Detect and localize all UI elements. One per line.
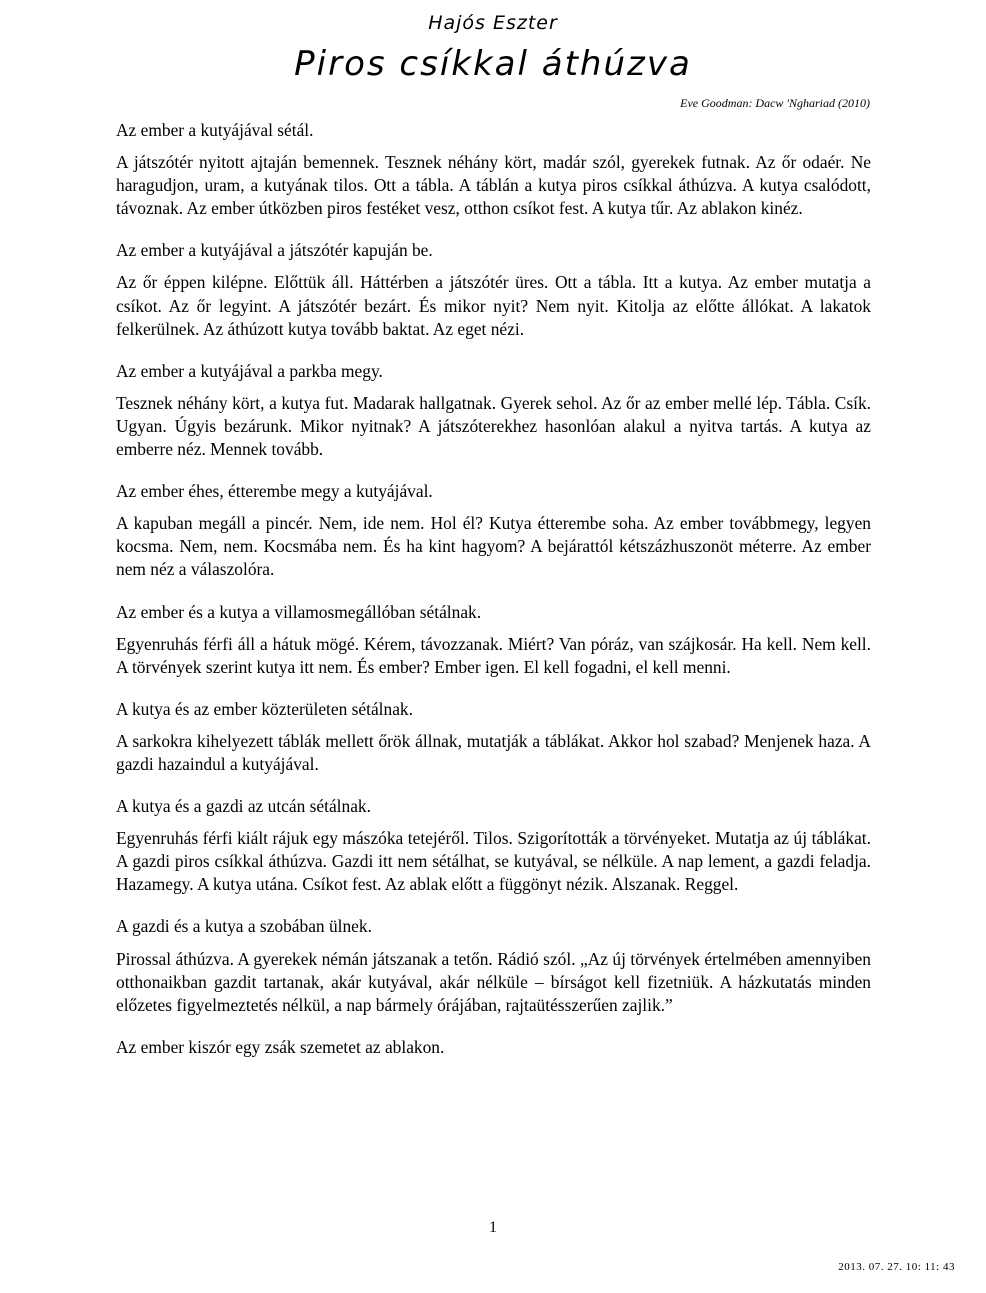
document-body [116, 119, 871, 1068]
section-heading: Az ember a kutyájával sétál. [116, 120, 314, 140]
section-heading: Az ember a kutyájával a parkba megy. [116, 360, 383, 381]
section-heading: A kutya és az ember közterületen sétálnak. [116, 698, 413, 719]
closing-line: Az ember kiszór egy zsák szemetet az ablakon. [116, 1036, 445, 1057]
section-paragraph: A kapuban megáll a pincér. Nem, ide nem. Hol él? Kutya étterembe soha. Az ember továbbmegy, legyen kocsma. Nem, nem. Kocsmába nem. És ha kint hagyom? A bejárattól kétszázhuszonöt méterre. Az ember nem néz a válaszolóra. [116, 513, 871, 580]
section-heading: Az ember és a kutya a villamosmegállóban sétálnak. [116, 601, 482, 622]
section-heading: A gazdi és a kutya a szobában ülnek. [116, 916, 372, 937]
section-heading: Az ember éhes, étterembe megy a kutyájával. [116, 481, 433, 502]
section-paragraph: Egyenruhás férfi kiált rájuk egy mászóka tetejéről. Tilos. Szigorították a törvényeket. Mutatja az új táblákat. A gazdi piros csíkkal áthúzva. Gazdi itt nem sétálhat, se kutyával, se nélküle. A nap lement, a gazdi feladja. Hazamegy. A kutya utána. Csíkot fest. Az ablak előtt a függönyt nézik. Alszanak. Reggel. [116, 828, 871, 895]
section-paragraph: Tesznek néhány kört, a kutya fut. Madarak hallgatnak. Gyerek sehol. Az őr az ember mellé lép. Tábla. Csík. Ugyan. Úgyis bezárunk. Mikor nyitnak? A játszóterekhez hasonlóan alakul a nyitva tartás. A kutya az emberre néz. Mennek tovább. [116, 392, 871, 460]
author-name: Hajós Eszter [428, 12, 558, 34]
section-heading: A kutya és a gazdi az utcán sétálnak. [116, 796, 371, 817]
section-paragraph: A játszótér nyitott ajtaján bemennek. Tesznek néhány kört, madár szól, gyerekek futnak. Az őr odaér. Ne haragudjon, uram, a kutyának tilos. Ott a tábla. A táblán a kutya piros csíkkal áthúzva. A kutya csalódott, távoznak. Az ember útközben piros festéket vesz, otthon csíkot fest. A kutya tűr. Az ablakon kinéz. [116, 152, 871, 219]
page-number: 1 [489, 1219, 497, 1236]
document-title: Piros csíkkal áthúzva [294, 44, 692, 84]
section-paragraph: Pirossal áthúzva. A gyerekek némán játszanak a tetőn. Rádió szól. „Az új törvények értelmében amennyiben otthonaikban gazdit tartanak, akár kutyával, akár nélküle – bírságot kell fizetniük. A házkutatás minden előzetes figyelmeztetés nélkül, a nap bármely órájában, rajtaütésszerűen zajlik.” [116, 948, 871, 1015]
section-paragraph: Az őr éppen kilépne. Előttük áll. Háttérben a játszótér üres. Ott a tábla. Itt a kutya. Az ember mutatja a csíkot. Az őr legyint. A játszótér bezárt. És mikor nyit? Nem nyit. Kitolja az előtte állókat. A lakatok felkerülnek. Az áthúzott kutya tovább baktat. Az eget nézi. [116, 272, 871, 339]
motto-citation: Eve Goodman: Dacw 'Nghariad (2010) [680, 96, 870, 110]
section-paragraph: A sarkokra kihelyezett táblák mellett őrök állnak, mutatják a táblákat. Akkor hol szabad? Menjenek haza. A gazdi hazaindul a kutyájával. [116, 730, 871, 774]
print-timestamp: 2013. 07. 27. 10: 11: 43 [838, 1261, 955, 1273]
section-paragraph: Egyenruhás férfi áll a hátuk mögé. Kérem, távozzanak. Miért? Van póráz, van szájkosár. Ha kell. Nem kell. A törvények szerint kutya itt nem. És ember? Ember igen. El kell fogadni, el kell menni. [116, 633, 871, 677]
section-heading: Az ember a kutyájával a játszótér kapuján be. [116, 240, 433, 261]
